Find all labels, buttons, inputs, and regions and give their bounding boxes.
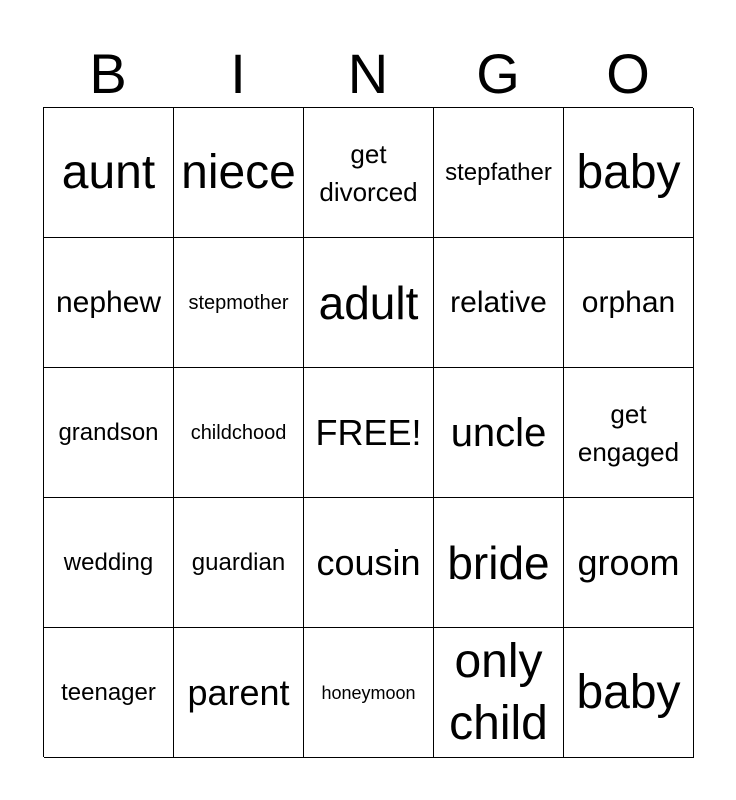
bingo-cell[interactable]: guardian xyxy=(174,498,304,628)
bingo-cell-free[interactable]: FREE! xyxy=(304,368,434,498)
bingo-cell[interactable]: cousin xyxy=(304,498,434,628)
bingo-cell[interactable]: bride xyxy=(434,498,564,628)
bingo-cell[interactable]: stepmother xyxy=(174,238,304,368)
bingo-cell[interactable]: get engaged xyxy=(564,368,694,498)
bingo-cell[interactable]: teenager xyxy=(44,628,174,758)
bingo-cell[interactable]: baby xyxy=(564,628,694,758)
bingo-cell[interactable]: uncle xyxy=(434,368,564,498)
bingo-cell[interactable]: aunt xyxy=(44,108,174,238)
bingo-cell[interactable]: get divorced xyxy=(304,108,434,238)
header-letter-g: G xyxy=(476,42,520,105)
bingo-cell[interactable]: parent xyxy=(174,628,304,758)
bingo-cell[interactable]: childchood xyxy=(174,368,304,498)
bingo-cell[interactable]: stepfather xyxy=(434,108,564,238)
header-letter-o: O xyxy=(606,42,650,105)
bingo-cell[interactable]: honeymoon xyxy=(304,628,434,758)
bingo-card-grid xyxy=(43,107,693,757)
bingo-cell[interactable]: orphan xyxy=(564,238,694,368)
bingo-cell[interactable]: nephew xyxy=(44,238,174,368)
bingo-cell[interactable]: wedding xyxy=(44,498,174,628)
header-letter-b: B xyxy=(89,42,127,105)
bingo-cell[interactable]: adult xyxy=(304,238,434,368)
header-letter-n: N xyxy=(347,42,389,105)
bingo-header xyxy=(43,42,693,106)
bingo-cell[interactable]: relative xyxy=(434,238,564,368)
bingo-cell[interactable]: groom xyxy=(564,498,694,628)
bingo-cell[interactable]: only child xyxy=(434,628,564,758)
header-letter-i: I xyxy=(230,42,246,105)
bingo-cell[interactable]: baby xyxy=(564,108,694,238)
bingo-cell[interactable]: grandson xyxy=(44,368,174,498)
bingo-cell[interactable]: niece xyxy=(174,108,304,238)
